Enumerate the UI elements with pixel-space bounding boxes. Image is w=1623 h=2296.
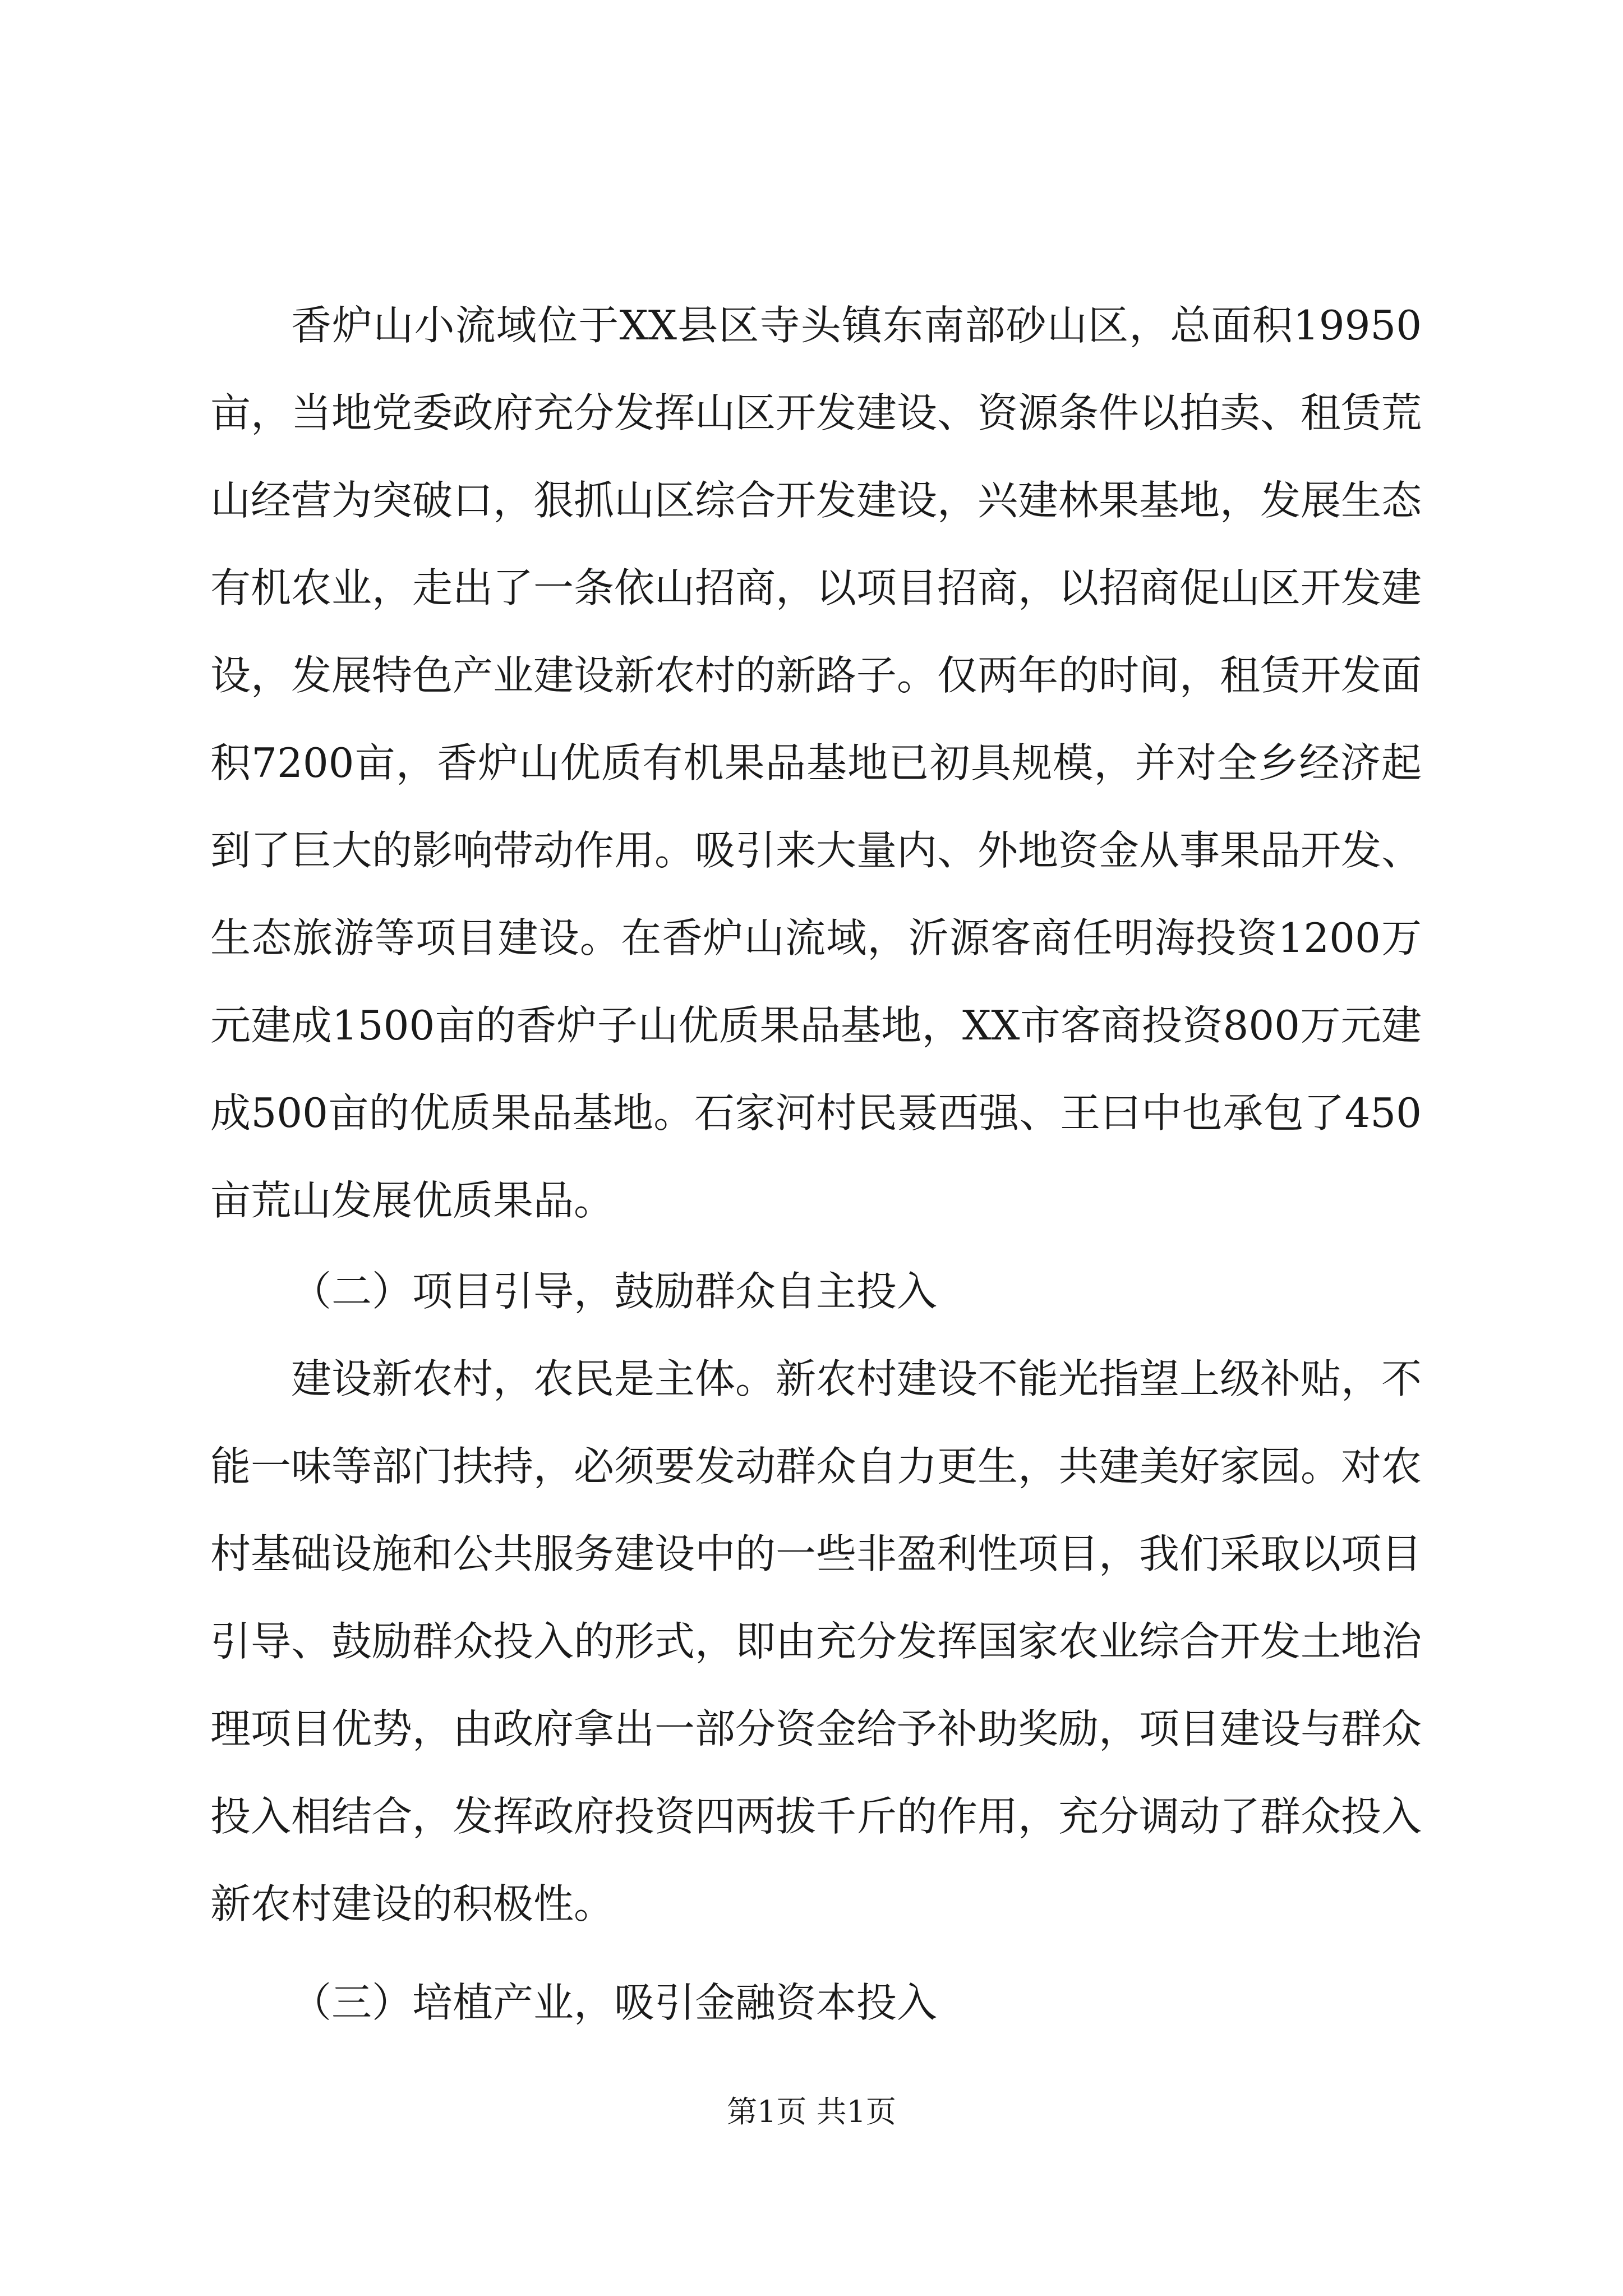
page-footer: 第1页 共1页	[727, 2094, 896, 2129]
section-heading-financial-capital: （三）培植产业，吸引金融资本投入	[291, 1979, 938, 2026]
paragraph-investment-attraction: 香炉山小流域位于XX县区寺头镇东南部砂山区，总面积19950亩，当地党委政府充分发挥山区开发建设、资源条件以拍卖、租赁荒山经营为突破口，狠抓山区综合开发建设，兴建林果基地，发展生态有机农业，走出了一条依山招商，以项目招商，以招商促山区开发建设，发展特色产业建设新农村的新路子。仅两年的时间，租赁开发面积7200亩，香炉山优质有机果品基地已初具规模，并对全乡经济起到了巨大的影响带动作用。吸引来大量内、外地资金从事果品开发、生态旅游等项目建设。在香炉山流域，沂源客商任明海投资1200万元建成1500亩的香炉子山优质果品基地，XX市客商投资800万元建成500亩的优质果品基地。石家河村民聂西强、王曰中也承包了450亩荒山发展优质果品。	[210, 302, 1422, 1224]
section-heading-project-guidance: （二）项目引导，鼓励群众自主投入	[291, 1268, 938, 1315]
paragraph-mass-investment: 建设新农村，农民是主体。新农村建设不能光指望上级补贴，不能一味等部门扶持，必须要发动群众自力更生，共建美好家园。对农村基础设施和公共服务建设中的一些非盈利性项目，我们采取以项目引导、鼓励群众投入的形式，即由充分发挥国家农业综合开发土地治理项目优势，由政府拿出一部分资金给予补助奖励，项目建设与群众投入相结合，发挥政府投资四两拔千斤的作用，充分调动了群众投入新农村建设的积极性。	[210, 1355, 1422, 1927]
document-body	[210, 282, 1422, 2046]
